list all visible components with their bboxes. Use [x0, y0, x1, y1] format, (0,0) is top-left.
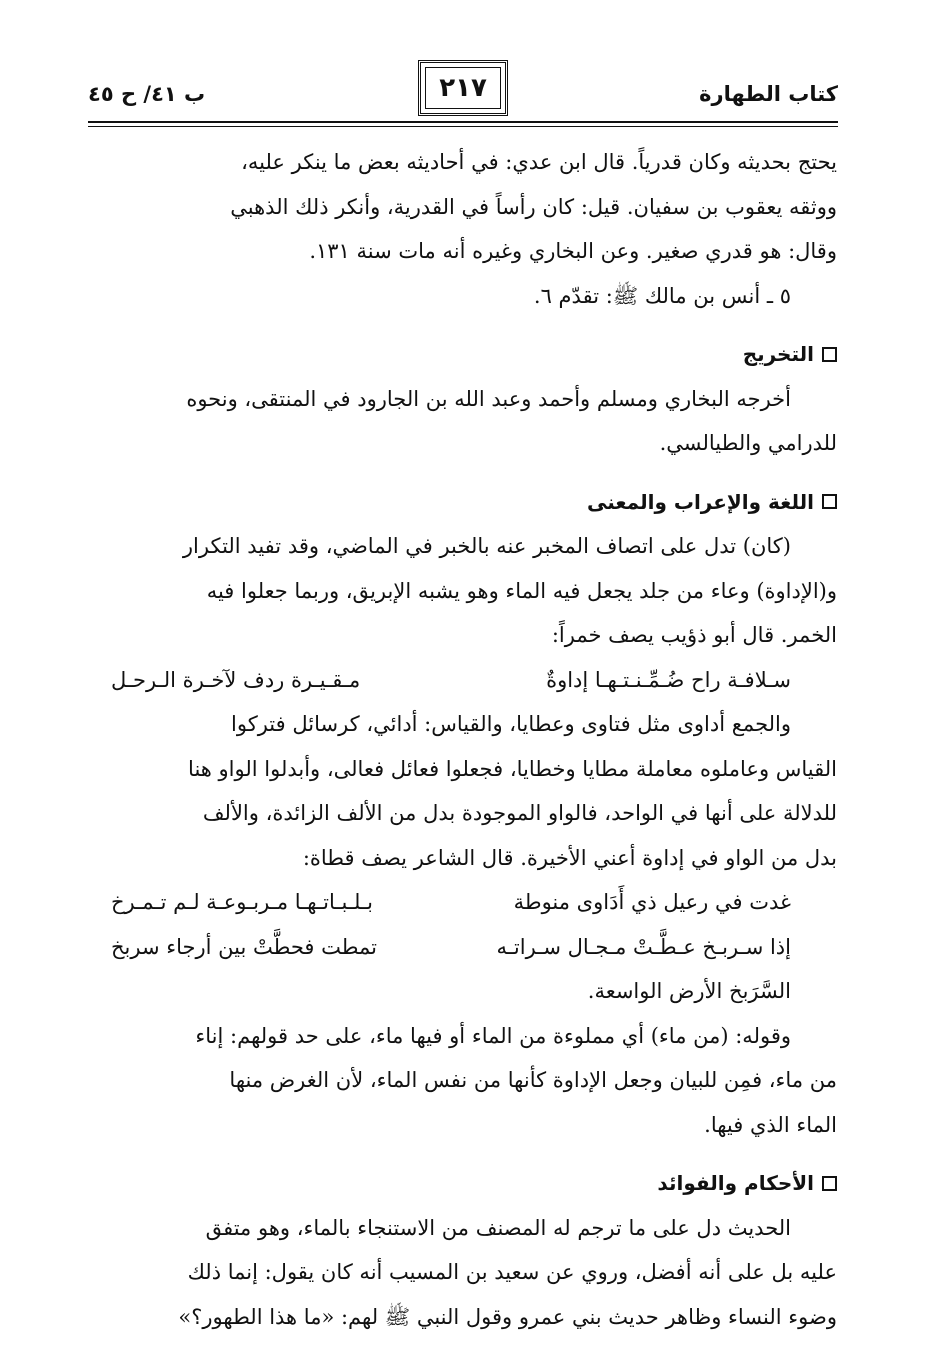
verse-second-hemistich: بـلـبـاتـهـا مـربـوعـة لـم تـمـرخ — [111, 890, 373, 914]
section-title: التخريج — [742, 342, 814, 366]
chapter-reference: ب ٤١/ ح ٤٥ — [88, 82, 206, 106]
body-line: يحتج بحديثه وكان قدرياً. قال ابن عدي: في أحاديثه بعض ما ينكر عليه، — [241, 150, 837, 174]
body-line: الخمر. قال أبو ذؤيب يصف خمراً: — [551, 623, 837, 647]
section-heading-ahkam — [87, 1161, 837, 1206]
body-line: وقال: هو قدري صغير. وعن البخاري وغيره أنه مات سنة ١٣١. — [309, 239, 837, 263]
book-title: كتاب الطهارة — [699, 82, 838, 106]
header-rule-thin — [88, 126, 838, 127]
poetry-verse — [87, 925, 837, 970]
poetry-verse — [87, 880, 837, 925]
header-rule-thick — [88, 121, 838, 123]
page-header — [88, 60, 838, 120]
verse-second-hemistich: مـقـيـرة ردف لآخـرة الـرحـل — [111, 667, 361, 692]
section-heading-takhrij — [87, 332, 837, 377]
checkbox-square-icon — [822, 347, 837, 362]
body-line: والجمع أداوى مثل فتاوى وعطايا، والقياس: أدائي، كرسائل فتركوا — [231, 712, 791, 736]
body-line: أخرجه البخاري ومسلم وأحمد وعبد الله بن الجارود في المنتقى، ونحوه — [186, 386, 791, 411]
section-heading-lugha — [87, 480, 837, 525]
body-line: الحديث دل على ما ترجم له المصنف من الاستنجاء بالماء، وهو متفق — [205, 1215, 791, 1240]
verse-second-hemistich: تمطت فحطَّتْ بين أرجاء سربخ — [111, 934, 377, 959]
checkbox-square-icon — [822, 1176, 837, 1191]
body-line: ووثقه يعقوب بن سفيان. قيل: كان رأساً في القدرية، وأنكر ذلك الذهبي — [230, 194, 837, 219]
body-line: للدلالة على أنها في الواحد، فالواو الموجودة بدل من الألف الزائدة، والألف — [202, 801, 837, 825]
page-number: ٢١٧ — [418, 60, 508, 116]
section-title: اللغة والإعراب والمعنى — [586, 489, 814, 514]
body-line: وضوء النساء وظاهر حديث بني عمرو وقول النبي ﷺ لهم: «ما هذا الطهور؟» — [178, 1304, 837, 1329]
verse-first-hemistich: غدت في رعيل ذي أَدَاوى منوطة — [513, 890, 791, 914]
poetry-verse — [87, 658, 837, 703]
word-gloss: السَّرَبخ الأرض الواسعة. — [587, 979, 791, 1003]
page-body — [87, 140, 837, 1339]
narrator-entry: ٥ ـ أنس بن مالك ﷺ: تقدّم ٦. — [533, 283, 791, 308]
body-line: الماء الذي فيها. — [704, 1112, 837, 1137]
body-line: للدرامي والطيالسي. — [659, 431, 837, 455]
body-line: و(الإداوة) وعاء من جلد يجعل فيه الماء وهو يشبه الإبريق، وربما جعلوا فيه — [206, 578, 837, 603]
section-title: الأحكام والفوائد — [657, 1171, 814, 1195]
body-line: (كان) تدل على اتصاف المخبر عنه بالخبر في الماضي، وقد تفيد التكرار — [182, 534, 791, 558]
body-line: وقوله: (من ماء) أي مملوءة من الماء أو فيها ماء، على حد قولهم: إناء — [195, 1023, 791, 1048]
body-line: من ماء، فمِن للبيان وجعل الإداوة كأنها من نفس الماء، لأن الغرض منها — [229, 1068, 837, 1092]
body-line: القياس وعاملوه معاملة مطايا وخطايا، فجعلوا فعائل فعالى، وأبدلوا الواو هنا — [188, 756, 837, 781]
checkbox-square-icon — [822, 494, 837, 509]
verse-first-hemistich: سـلافـة راح ضُـمِّـنـتـهـا إداوةٌ — [546, 667, 791, 692]
verse-first-hemistich: إذا سـربـخ عـطَّـتْ مـجـال سـراتـه — [496, 934, 791, 959]
body-line: عليه بل على أنه أفضل، وروي عن سعيد بن المسيب أنه كان يقول: إنما ذلك — [187, 1260, 837, 1284]
body-line: بدل من الواو في إداوة أعني الأخيرة. قال الشاعر يصف قطاة: — [302, 845, 837, 870]
